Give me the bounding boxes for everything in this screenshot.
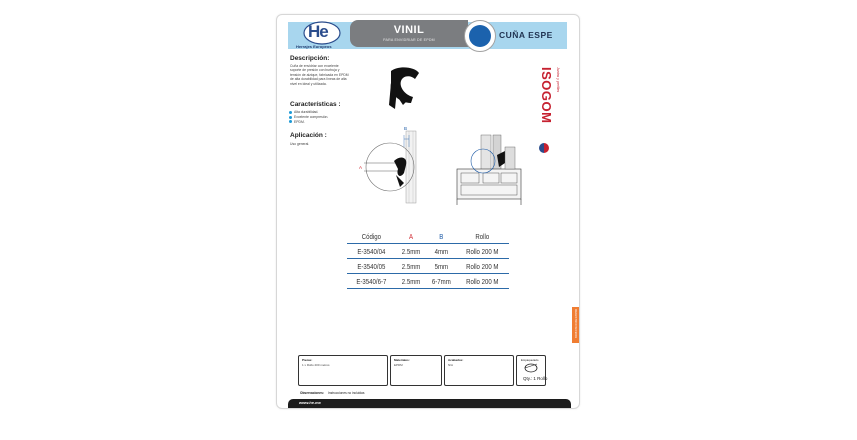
footer-bar xyxy=(288,399,571,409)
dimension-a-label: A xyxy=(359,165,363,170)
feature-item: Alta durabilidad. xyxy=(289,110,328,115)
cell-a: 2.5mm xyxy=(398,259,423,274)
cell-a: 2.5mm xyxy=(398,244,423,259)
col-header-code: Código xyxy=(361,232,381,241)
materials-label: Materiales: xyxy=(394,358,410,362)
cell-roll: Rollo 200 M xyxy=(461,274,504,289)
logo-subtitle: Herrajes Europeos xyxy=(296,44,332,49)
finishes-box xyxy=(444,355,514,386)
features-title: Características : xyxy=(290,101,341,108)
product-name: CUÑA ESPE xyxy=(499,30,553,40)
description-text: Cuña de envidriar con excelente soporte de presión con burbuja y tensión de alzique, fabricada en EPDM de alta durabilidad para líneas de alta nivel en ideal y utilizada. xyxy=(290,64,349,86)
materials-box xyxy=(390,355,442,386)
cell-a: 2.5mm xyxy=(398,274,423,289)
cell-code: E-3540/6-7 xyxy=(351,274,391,289)
logo-letters: He xyxy=(308,22,328,41)
application-title: Aplicación : xyxy=(290,132,327,139)
pieces-value: 1 x Rollo 200 metros xyxy=(302,363,330,367)
bullet-icon xyxy=(289,116,292,119)
cell-code: E-3540/04 xyxy=(351,244,391,259)
table-row xyxy=(347,274,509,289)
blue-circle-icon xyxy=(464,20,496,52)
feature-item: EPDM. xyxy=(289,120,328,125)
product-family-subtitle: PARA ENVIDRIAR DE EPDM xyxy=(383,38,435,42)
features-list xyxy=(289,110,328,124)
materials-value: EPDM xyxy=(394,363,403,367)
col-header-b: B xyxy=(439,232,444,241)
table-row xyxy=(347,259,509,274)
observations-label: Observaciones: xyxy=(300,391,324,395)
section-drawing-icon xyxy=(360,125,440,205)
finishes-label: Acabados: xyxy=(448,358,464,362)
col-header-a: A xyxy=(408,232,413,241)
brand-mark-icon xyxy=(539,143,549,153)
cell-roll: Rollo 200 M xyxy=(461,244,504,259)
product-sheet xyxy=(276,14,580,409)
bullet-icon xyxy=(289,120,292,123)
observations xyxy=(300,391,364,395)
col-header-roll: Rollo xyxy=(475,232,490,241)
quantity-label: Qty.: 1 Rollo xyxy=(523,376,548,381)
website-link[interactable]: www.he.mx xyxy=(299,400,321,405)
roll-package-icon xyxy=(523,360,539,374)
profile-icon xyxy=(385,65,425,111)
product-family-title: VINIL xyxy=(393,24,425,36)
pieces-label: Piezas: xyxy=(302,358,313,362)
brand-tagline: Juntas y perfiles xyxy=(556,67,560,93)
product-table xyxy=(347,230,509,289)
packaging-box xyxy=(516,355,546,386)
application-text: Uso general. xyxy=(290,142,310,146)
packaging-label: Empaquetado xyxy=(521,358,539,362)
observations-value: Instrucciones no incluidas xyxy=(327,391,365,395)
feature-item: Excelente compresión. xyxy=(289,115,328,120)
cell-b: 5mm xyxy=(429,259,454,274)
bullet-icon xyxy=(289,111,292,114)
title-tab xyxy=(350,20,468,47)
table-header-row xyxy=(347,230,509,244)
window-frame-drawing-icon xyxy=(453,133,525,205)
certification-tag xyxy=(572,307,579,343)
cell-roll: Rollo 200 M xyxy=(461,259,504,274)
brand-name: ISOGOM xyxy=(539,67,554,124)
blue-circle-fill xyxy=(469,25,491,47)
cell-code: E-3540/05 xyxy=(351,259,391,274)
pieces-box xyxy=(298,355,388,386)
table-row xyxy=(347,244,509,259)
certification-tag-text: REGISTRO ISO 9001 xyxy=(574,309,578,339)
dimension-b-label: B xyxy=(404,126,408,131)
description-title: Descripción: xyxy=(290,55,330,62)
cell-b: 6-7mm xyxy=(429,274,454,289)
cell-b: 4mm xyxy=(429,244,454,259)
finishes-value: N/A xyxy=(448,363,454,367)
